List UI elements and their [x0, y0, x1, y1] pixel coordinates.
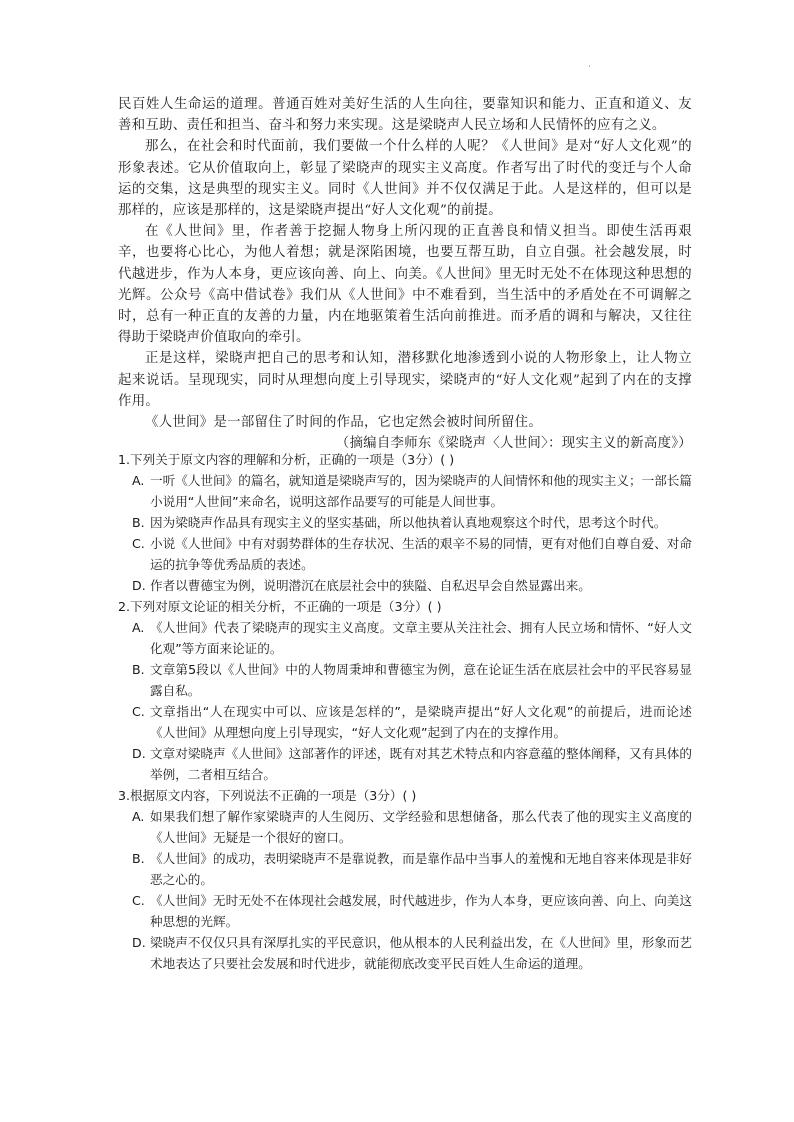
passage-source: （摘编自李师东《梁晓声〈人世间〉：现实主义的新高度》） — [335, 436, 692, 452]
option-label: C. — [132, 704, 145, 719]
option-text: 《人世间》代表了梁晓声的现实主义高度。文章主要从关注社会、拥有人民立场和情怀、“好人文化观”等方面来论证的。 — [150, 620, 692, 656]
option-text: 作者以曹德宝为例，说明潜沉在底层社会中的狭隘、自私迟早会自然显露出来。 — [150, 578, 591, 593]
option-d — [132, 743, 692, 785]
passage-paragraph: 在《人世间》里，作者善于挖掘人物身上所闪现的正直善良和情义担当。即使生活再艰辛，也要将心比心，为他人着想；就是深陷困境，也要互帮互助，自立自强。社会越发展，时代越进步，作为人本身，更应该向善、向上、向美。《人世间》里无时无处不在体现这种思想的光辉。公众号《高中借试卷》我们从《人世间》中不难看到，当生活中的矛盾处在不可调解之时，总有一种正直的友善的力量，内在地驱策着生活向前推进。而矛盾的调和与解决，又往往得助于梁晓声价值取向的牵引。 — [118, 224, 692, 346]
option-text: 《人世间》无时无处不在体现社会越发展，时代越进步，作为人本身，更应该向善、向上、向美这种思想的光辉。 — [150, 893, 692, 929]
option-text: 文章对梁晓声《人世间》这部著作的评述，既有对其艺术特点和内容意蕴的整体阐释，又有具体的举例，二者相互结合。 — [150, 746, 692, 782]
option-label: B. — [132, 851, 145, 866]
option-text: 文章指出“人在现实中可以、应该是怎样的”，是梁晓声提出“好人文化观”的前提后，进而论述《人世间》从理想向度上引导现实，“好人文化观”起到了内在的支撑作用。 — [150, 704, 692, 740]
option-text: 一听《人世间》的篇名，就知道是梁晓声写的，因为梁晓声的人间情怀和他的现实主义；一部长篇小说用“人世间”来命名，说明这部作品要写的可能是人间世事。 — [150, 473, 692, 509]
option-b — [132, 848, 692, 890]
passage-paragraph: 那么，在社会和时代面前，我们要做一个什么样的人呢？《人世间》是对“好人文化观”的形象表述。它从价值取向上，彰显了梁晓声的现实主义高度。作者写出了时代的变迁与个人命运的交集，这是典型的现实主义。同时《人世间》并不仅仅满足于此。人是这样的，但可以是那样的，应该是那样的，这是梁晓声提出“好人文化观”的前提。 — [118, 139, 692, 219]
option-a — [132, 617, 692, 659]
option-d — [132, 932, 692, 974]
option-label: B. — [132, 662, 145, 677]
option-text: 梁晓声不仅仅只具有深厚扎实的平民意识，他从根本的人民利益出发，在《人世间》里，形象而艺术地表达了只要社会发展和时代进步，就能彻底改变平民百姓人生命运的道理。 — [150, 935, 692, 971]
passage-paragraph: 正是这样，梁晓声把自己的思考和认知，潜移默化地渗透到小说的人物形象上，让人物立起来说话。呈现现实，同时从理想向度上引导现实，梁晓声的“好人文化观”起到了内在的支撑作用。 — [118, 351, 692, 409]
option-text: 《人世间》的成功，表明梁晓声不是靠说教，而是靠作品中当事人的羞愧和无地自容来体现是非好恶之心的。 — [150, 851, 692, 887]
option-c — [132, 890, 692, 932]
option-d — [132, 575, 692, 596]
passage-paragraph: 《人世间》是一部留住了时间的作品，它也定然会被时间所留住。 — [145, 415, 543, 431]
question-stem: 1.下列关于原文内容的理解和分析，正确的一项是（3分）( ) — [118, 452, 455, 467]
passage-paragraph: 民百姓人生命运的道理。普通百姓对美好生活的人生向往，要靠知识和能力、正直和道义、友善和互助、责任和担当、奋斗和努力来实现。这是梁晓声人民立场和人民情怀的应有之义。 — [118, 97, 692, 134]
option-label: C. — [132, 536, 145, 551]
option-c — [132, 701, 692, 743]
option-label: D. — [132, 578, 146, 593]
question-1 — [118, 449, 692, 596]
option-b — [132, 659, 692, 701]
question-2 — [118, 596, 692, 785]
option-b — [132, 512, 692, 533]
option-label: A. — [132, 809, 145, 824]
corner-mark: · — [588, 62, 591, 72]
option-label: A. — [132, 473, 145, 488]
option-text: 小说《人世间》中有对弱势群体的生存状况、生活的艰辛不易的同情，更有对他们自尊自爱、对命运的抗争等优秀品质的表述。 — [150, 536, 692, 572]
question-list — [118, 449, 692, 974]
question-stem: 3.根据原文内容，下列说法不正确的一项是（3分）( ) — [118, 788, 417, 803]
option-label: C. — [132, 893, 145, 908]
question-3 — [118, 785, 692, 974]
option-label: B. — [132, 515, 145, 530]
option-label: D. — [132, 935, 146, 950]
option-a — [132, 806, 692, 848]
option-text: 如果我们想了解作家梁晓声的人生阅历、文学经验和思想储备，那么代表了他的现实主义高度的《人世间》无疑是一个很好的窗口。 — [150, 809, 692, 845]
option-text: 文章第5段以《人世间》中的人物周秉坤和曹德宝为例，意在论证生活在底层社会中的平民容易显露自私。 — [150, 662, 692, 698]
option-a — [132, 470, 692, 512]
option-label: A. — [132, 620, 145, 635]
question-stem: 2.下列对原文论证的相关分析，不正确的一项是（3分）( ) — [118, 599, 442, 614]
option-label: D. — [132, 746, 146, 761]
reading-passage — [118, 94, 692, 454]
option-c — [132, 533, 692, 575]
option-text: 因为梁晓声作品具有现实主义的坚实基础，所以他执着认真地观察这个时代，思考这个时代。 — [150, 515, 667, 530]
